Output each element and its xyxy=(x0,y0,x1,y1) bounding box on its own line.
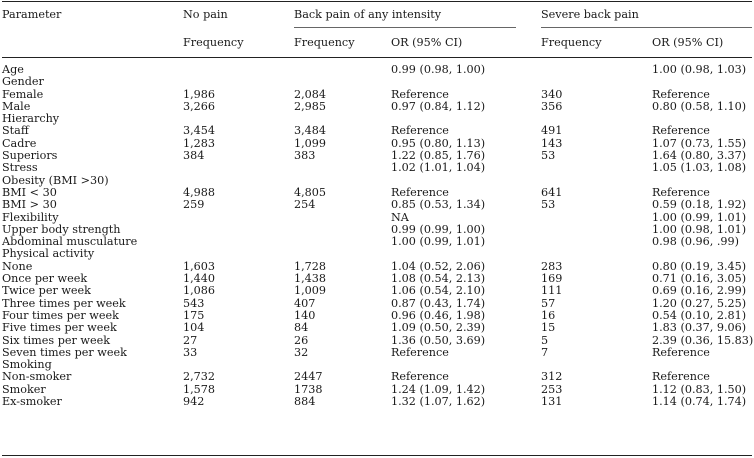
any-or-cell: Reference xyxy=(391,124,449,138)
any-frequency-cell: 2447 xyxy=(294,370,323,384)
no-pain-frequency-cell: 2,732 xyxy=(183,370,216,384)
parameter-cell: Flexibility xyxy=(2,210,59,224)
table-row xyxy=(0,162,754,174)
any-or-cell: 0.97 (0.84, 1.12) xyxy=(391,99,486,113)
any-or-cell: 1.08 (0.54, 2.13) xyxy=(391,272,486,286)
parameter-cell: Hierarchy xyxy=(2,112,60,126)
parameter-cell: Physical activity xyxy=(2,247,95,261)
any-or-cell: Reference xyxy=(391,370,449,384)
any-or-cell: 1.09 (0.50, 2.39) xyxy=(391,321,486,335)
severe-or-cell: 0.71 (0.16, 3.05) xyxy=(652,272,747,286)
severe-or-cell: 0.80 (0.58, 1.10) xyxy=(652,99,747,113)
table-row xyxy=(0,396,754,408)
subheader-any-or: OR (95% CI) xyxy=(391,36,463,49)
table-row xyxy=(0,150,754,162)
table-row xyxy=(0,212,754,224)
any-frequency-cell: 3,484 xyxy=(294,124,327,138)
severe-or-cell: 1.05 (1.03, 1.08) xyxy=(652,161,747,175)
any-or-cell: 1.24 (1.09, 1.42) xyxy=(391,382,486,396)
table-row xyxy=(0,273,754,285)
any-frequency-cell: 254 xyxy=(294,198,316,212)
table-body xyxy=(0,64,754,408)
parameter-cell: Age xyxy=(2,63,24,76)
severe-frequency-cell: 356 xyxy=(541,99,563,113)
table-row xyxy=(0,322,754,334)
parameter-cell: Ex-smoker xyxy=(2,395,62,409)
table-row xyxy=(0,175,754,187)
table-row xyxy=(0,335,754,347)
subheader-no-pain-frequency: Frequency xyxy=(183,36,244,49)
table-row xyxy=(0,371,754,383)
severe-frequency-cell: 16 xyxy=(541,308,556,322)
any-frequency-cell: 2,985 xyxy=(294,99,327,113)
severe-or-cell: Reference xyxy=(652,124,710,138)
any-or-cell: 0.99 (0.99, 1.00) xyxy=(391,222,486,236)
severe-or-cell: 1.00 (0.98, 1.03) xyxy=(652,63,747,76)
severe-or-cell: Reference xyxy=(652,185,710,199)
any-frequency-cell: 407 xyxy=(294,296,316,310)
subheader-severe-or: OR (95% CI) xyxy=(652,36,724,49)
severe-or-cell: 0.54 (0.10, 2.81) xyxy=(652,308,747,322)
parameter-cell: Three times per week xyxy=(2,296,126,310)
any-or-cell: 1.22 (0.85, 1.76) xyxy=(391,149,486,163)
severe-frequency-cell: 340 xyxy=(541,87,563,101)
parameter-cell: Superiors xyxy=(2,149,58,163)
severe-or-cell: 1.07 (0.73, 1.55) xyxy=(652,136,747,150)
any-frequency-cell: 32 xyxy=(294,345,309,359)
parameter-cell: Obesity (BMI >30) xyxy=(2,173,109,187)
parameter-cell: Stress xyxy=(2,161,38,175)
any-frequency-cell: 1,009 xyxy=(294,284,327,298)
parameter-cell: Smoker xyxy=(2,382,46,396)
severe-or-cell: 0.69 (0.16, 2.99) xyxy=(652,284,747,298)
parameter-cell: Seven times per week xyxy=(2,345,127,359)
any-or-cell: 1.06 (0.54, 2.10) xyxy=(391,284,486,298)
table-row xyxy=(0,248,754,260)
subheader-any-frequency: Frequency xyxy=(294,36,355,49)
any-frequency-cell: 140 xyxy=(294,308,316,322)
table-top-rule xyxy=(2,1,752,2)
severe-frequency-cell: 53 xyxy=(541,149,556,163)
any-frequency-cell: 383 xyxy=(294,149,316,163)
table-row xyxy=(0,199,754,211)
severe-or-cell: Reference xyxy=(652,87,710,101)
table-row xyxy=(0,359,754,371)
parameter-cell: Six times per week xyxy=(2,333,110,347)
any-frequency-cell: 26 xyxy=(294,333,309,347)
no-pain-frequency-cell: 543 xyxy=(183,296,205,310)
table-row xyxy=(0,384,754,396)
severe-or-cell: 0.80 (0.19, 3.45) xyxy=(652,259,747,273)
severe-frequency-cell: 312 xyxy=(541,370,563,384)
no-pain-frequency-cell: 33 xyxy=(183,345,198,359)
any-or-cell: 1.02 (1.01, 1.04) xyxy=(391,161,486,175)
severe-or-cell: 1.64 (0.80, 3.37) xyxy=(652,149,747,163)
parameter-cell: Staff xyxy=(2,124,29,138)
no-pain-frequency-cell: 1,603 xyxy=(183,259,216,273)
any-or-cell: Reference xyxy=(391,185,449,199)
parameter-cell: Female xyxy=(2,87,44,101)
no-pain-frequency-cell: 104 xyxy=(183,321,205,335)
severe-frequency-cell: 5 xyxy=(541,333,549,347)
table-row xyxy=(0,187,754,199)
no-pain-frequency-cell: 1,440 xyxy=(183,272,216,286)
any-frequency-cell: 1,438 xyxy=(294,272,327,286)
table-row xyxy=(0,138,754,150)
header-parameter: Parameter xyxy=(2,8,62,21)
parameter-cell: BMI < 30 xyxy=(2,185,57,199)
severe-frequency-cell: 491 xyxy=(541,124,563,138)
no-pain-frequency-cell: 1,086 xyxy=(183,284,216,298)
no-pain-frequency-cell: 259 xyxy=(183,198,205,212)
table-header-rule xyxy=(2,57,752,58)
table-row xyxy=(0,347,754,359)
any-or-cell: 1.32 (1.07, 1.62) xyxy=(391,395,486,409)
any-or-cell: 0.87 (0.43, 1.74) xyxy=(391,296,486,310)
severe-frequency-cell: 57 xyxy=(541,296,556,310)
parameter-cell: Four times per week xyxy=(2,308,119,322)
any-frequency-cell: 1,728 xyxy=(294,259,327,273)
no-pain-frequency-cell: 942 xyxy=(183,395,205,409)
any-or-cell: 0.96 (0.46, 1.98) xyxy=(391,308,486,322)
header-back-pain-any: Back pain of any intensity xyxy=(294,8,442,21)
group-rule-severe xyxy=(541,27,752,28)
no-pain-frequency-cell: 3,454 xyxy=(183,124,216,138)
any-frequency-cell: 884 xyxy=(294,395,316,409)
table-row xyxy=(0,125,754,137)
no-pain-frequency-cell: 4,988 xyxy=(183,185,216,199)
any-or-cell: NA xyxy=(391,210,409,224)
severe-or-cell: 1.14 (0.74, 1.74) xyxy=(652,395,747,409)
group-rule-any xyxy=(294,27,516,28)
table-row xyxy=(0,261,754,273)
severe-frequency-cell: 53 xyxy=(541,198,556,212)
any-or-cell: 1.04 (0.52, 2.06) xyxy=(391,259,486,273)
any-or-cell: Reference xyxy=(391,87,449,101)
parameter-cell: None xyxy=(2,259,33,273)
no-pain-frequency-cell: 27 xyxy=(183,333,198,347)
table-row xyxy=(0,76,754,88)
any-or-cell: 1.36 (0.50, 3.69) xyxy=(391,333,486,347)
severe-frequency-cell: 169 xyxy=(541,272,563,286)
table-row xyxy=(0,101,754,113)
severe-frequency-cell: 111 xyxy=(541,284,563,298)
any-or-cell: 0.99 (0.98, 1.00) xyxy=(391,63,486,76)
parameter-cell: Gender xyxy=(2,75,44,89)
severe-or-cell: Reference xyxy=(652,370,710,384)
parameter-cell: Smoking xyxy=(2,358,52,372)
any-or-cell: 1.00 (0.99, 1.01) xyxy=(391,235,486,249)
table-bottom-rule xyxy=(2,455,752,456)
any-or-cell: Reference xyxy=(391,345,449,359)
subheader-severe-frequency: Frequency xyxy=(541,36,602,49)
any-or-cell: 0.85 (0.53, 1.34) xyxy=(391,198,486,212)
severe-or-cell: Reference xyxy=(652,345,710,359)
parameter-cell: Once per week xyxy=(2,272,88,286)
table-row xyxy=(0,89,754,101)
severe-or-cell: 1.20 (0.27, 5.25) xyxy=(652,296,747,310)
severe-or-cell: 2.39 (0.36, 15.83) xyxy=(652,333,754,347)
any-or-cell: 0.95 (0.80, 1.13) xyxy=(391,136,486,150)
severe-or-cell: 0.59 (0.18, 1.92) xyxy=(652,198,747,212)
severe-frequency-cell: 15 xyxy=(541,321,556,335)
severe-frequency-cell: 143 xyxy=(541,136,563,150)
parameter-cell: Twice per week xyxy=(2,284,91,298)
no-pain-frequency-cell: 384 xyxy=(183,149,205,163)
header-severe-back-pain: Severe back pain xyxy=(541,8,639,21)
any-frequency-cell: 1,099 xyxy=(294,136,327,150)
no-pain-frequency-cell: 3,266 xyxy=(183,99,216,113)
severe-frequency-cell: 131 xyxy=(541,395,563,409)
severe-frequency-cell: 641 xyxy=(541,185,563,199)
any-frequency-cell: 1738 xyxy=(294,382,323,396)
parameter-cell: BMI > 30 xyxy=(2,198,57,212)
no-pain-frequency-cell: 1,578 xyxy=(183,382,216,396)
parameter-cell: Cadre xyxy=(2,136,37,150)
parameter-cell: Male xyxy=(2,99,31,113)
parameter-cell: Abdominal musculature xyxy=(2,235,138,249)
table-row xyxy=(0,285,754,297)
severe-or-cell: 1.00 (0.99, 1.01) xyxy=(652,210,747,224)
severe-or-cell: 0.98 (0.96, .99) xyxy=(652,235,740,249)
no-pain-frequency-cell: 1,986 xyxy=(183,87,216,101)
header-no-pain: No pain xyxy=(183,8,228,21)
severe-or-cell: 1.00 (0.98, 1.01) xyxy=(652,222,747,236)
no-pain-frequency-cell: 175 xyxy=(183,308,205,322)
severe-frequency-cell: 253 xyxy=(541,382,563,396)
any-frequency-cell: 4,805 xyxy=(294,185,327,199)
no-pain-frequency-cell: 1,283 xyxy=(183,136,216,150)
severe-frequency-cell: 7 xyxy=(541,345,549,359)
severe-or-cell: 1.83 (0.37, 9.06) xyxy=(652,321,747,335)
table-row xyxy=(0,64,754,76)
severe-frequency-cell: 283 xyxy=(541,259,563,273)
any-frequency-cell: 2,084 xyxy=(294,87,327,101)
parameter-cell: Non-smoker xyxy=(2,370,72,384)
parameter-cell: Five times per week xyxy=(2,321,117,335)
severe-or-cell: 1.12 (0.83, 1.50) xyxy=(652,382,747,396)
parameter-cell: Upper body strength xyxy=(2,222,121,236)
table-row xyxy=(0,113,754,125)
table-row xyxy=(0,236,754,248)
any-frequency-cell: 84 xyxy=(294,321,309,335)
